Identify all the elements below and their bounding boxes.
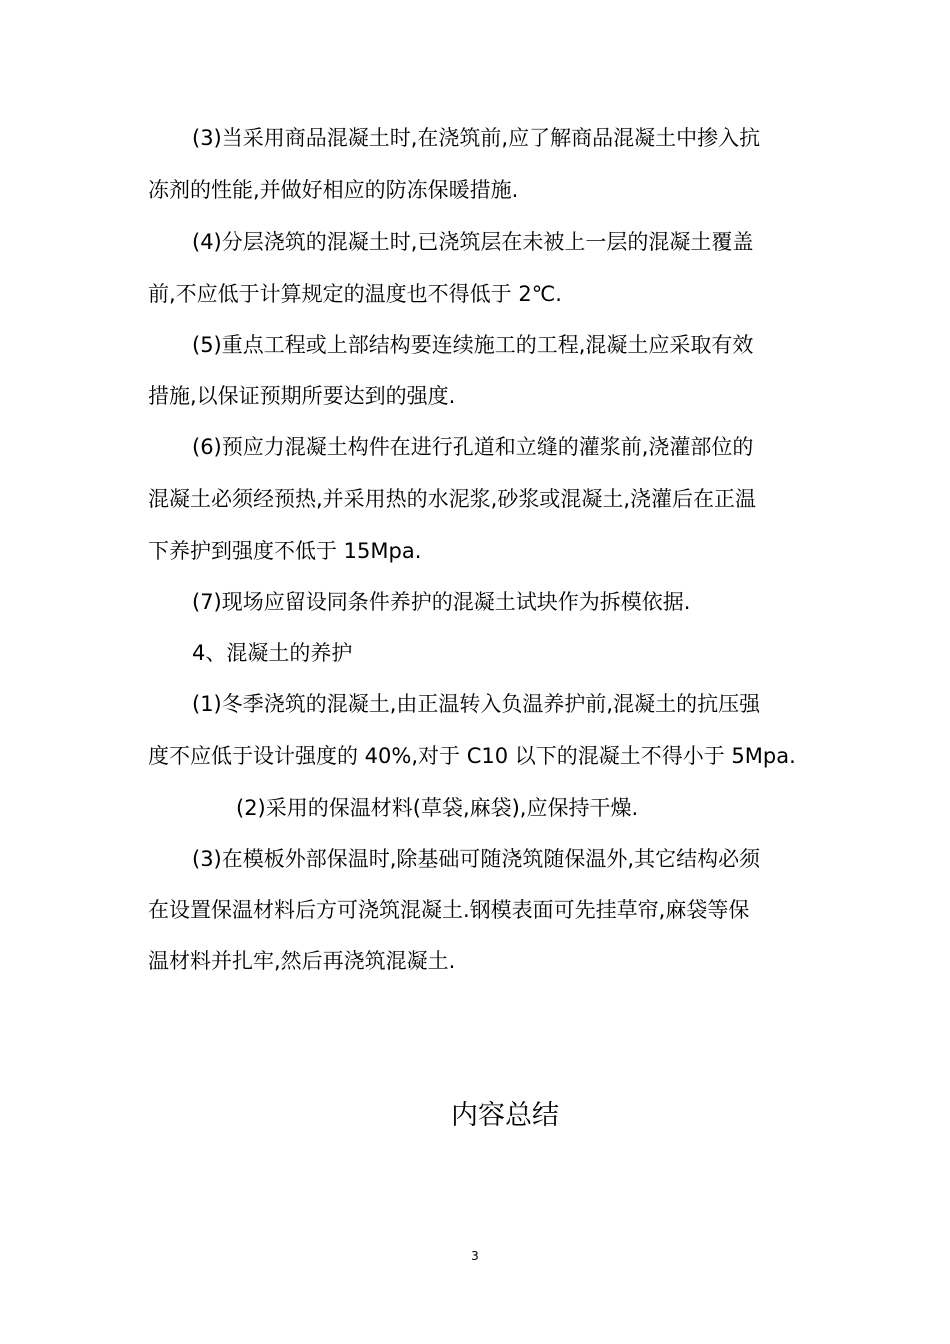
text-line: 冻剂的性能,并做好相应的防冻保暖措施. xyxy=(148,178,519,202)
summary-heading: 内容总结 xyxy=(451,1100,559,1131)
text-line: (6)预应力混凝土构件在进行孔道和立缝的灌浆前,浇灌部位的 xyxy=(192,435,754,459)
text-line: 混凝土必须经预热,并采用热的水泥浆,砂浆或混凝土,浇灌后在正温 xyxy=(148,487,757,511)
text-line: 措施,以保证预期所要达到的强度. xyxy=(148,384,456,408)
page-number: 3 xyxy=(471,1249,479,1263)
text-line: (1)冬季浇筑的混凝土,由正温转入负温养护前,混凝土的抗压强 xyxy=(192,692,761,716)
text-line: 温材料并扎牢,然后再浇筑混凝土. xyxy=(148,949,456,973)
text-line: (2)采用的保温材料(草袋,麻袋),应保持干燥. xyxy=(236,796,639,820)
text-line: 度不应低于设计强度的 40%,对于 C10 以下的混凝土不得小于 5Mpa. xyxy=(148,744,796,768)
text-line: (3)在模板外部保温时,除基础可随浇筑随保温外,其它结构必须 xyxy=(192,847,761,871)
text-line: (5)重点工程或上部结构要连续施工的工程,混凝土应采取有效 xyxy=(192,333,754,357)
section-heading: 4、混凝土的养护 xyxy=(192,641,353,665)
text-line: (3)当采用商品混凝土时,在浇筑前,应了解商品混凝土中掺入抗 xyxy=(192,126,761,150)
text-line: 下养护到强度不低于 15Mpa. xyxy=(148,539,422,563)
text-line: 前,不应低于计算规定的温度也不得低于 2℃. xyxy=(148,282,562,306)
text-line: 在设置保温材料后方可浇筑混凝土.钢模表面可先挂草帘,麻袋等保 xyxy=(148,898,750,922)
text-line: (4)分层浇筑的混凝土时,已浇筑层在未被上一层的混凝土覆盖 xyxy=(192,230,754,254)
text-line: (7)现场应留设同条件养护的混凝土试块作为拆模依据. xyxy=(192,590,691,614)
